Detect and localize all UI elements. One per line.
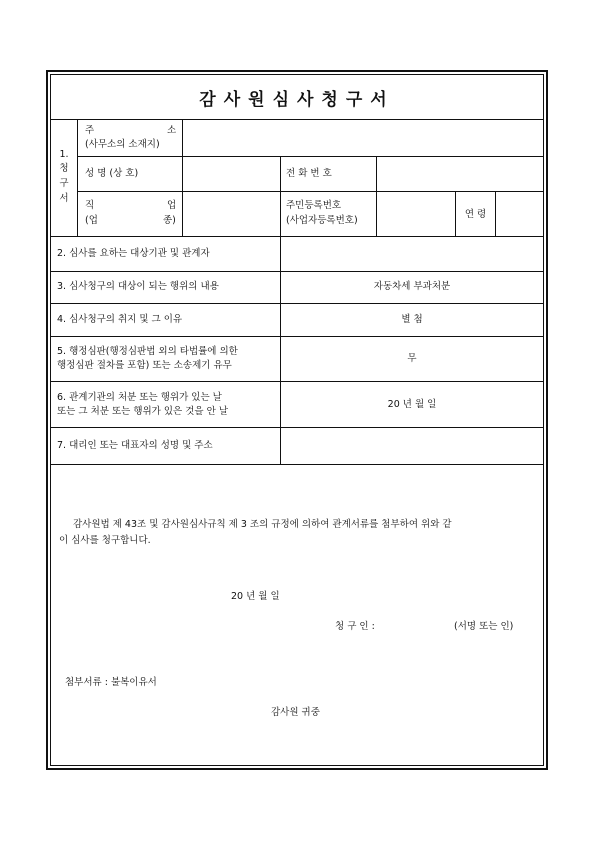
form-title: 감사원심사청구서 [51,75,543,120]
registration-number-field[interactable] [377,192,455,236]
section1-char: 서 [59,193,69,204]
row-label-target-agency: 2. 심사를 요하는 대상기관 및 관계자 [57,248,210,259]
row-divider [51,427,543,428]
row-divider [51,271,543,272]
col-divider [280,156,281,236]
row-divider [51,336,543,337]
row-divider [51,303,543,304]
row-label-prior-appeal-line2: 행정심판 절차를 포함) 또는 소송제기 유무 [57,360,232,371]
business-type-label-end: 종) [163,215,176,226]
form-frame [46,70,548,770]
row-label-action-date-line1: 6. 관계기관의 처분 또는 행위가 있는 날 [57,392,222,403]
declaration-date: 20 년 월 일 [231,591,280,602]
claimant-signature-field[interactable] [391,619,451,635]
signature-hint: (서명 또는 인) [454,621,514,632]
row-label-purpose-reason: 4. 심사청구의 취지 및 그 이유 [57,314,183,325]
address-sublabel: (사무소의 소재지) [85,139,160,150]
section1-char: 청 [59,163,69,174]
name-label: 성 명 (상 호) [85,168,139,179]
business-number-label: (사업자등록번호) [286,215,358,226]
address-field[interactable] [183,119,543,156]
row-divider [77,191,543,192]
attachment-note: 첨부서류 : 불복이유서 [65,677,157,688]
row-value-prior-appeal[interactable]: 무 [407,353,417,364]
job-label-end: 업 [167,200,177,211]
claimant-label: 청 구 인 : [335,621,375,632]
row-value-purpose-reason[interactable]: 별 첨 [401,314,423,325]
row-divider [51,464,543,465]
row-label-prior-appeal-line1: 5. 행정심판(행정심판법 외의 타법률에 의한 [57,346,238,357]
form-inner-frame [50,74,544,766]
phone-label: 전 화 번 호 [286,168,332,179]
name-field[interactable] [183,157,280,191]
section1-num: 1. [59,149,69,160]
job-label: 직 [85,200,95,211]
job-field[interactable] [183,192,280,236]
resident-number-label: 주민등록번호 [286,200,342,211]
col-divider [77,119,78,236]
row-label-action-content: 3. 심사청구의 대상이 되는 행위의 내용 [57,281,219,292]
row-divider [51,236,543,237]
address-label-end: 소 [167,125,177,136]
row-value-action-content[interactable]: 자동차세 부과처분 [373,281,451,292]
row-divider [51,381,543,382]
row-value-action-date[interactable]: 20 년 월 일 [387,399,437,410]
declaration-text-line1: 감사원법 제 43조 및 감사원심사규칙 제 3 조의 규정에 의하여 관계서류를 첨부하여 위와 같 [73,519,452,530]
addressee: 감사원 귀중 [271,707,320,718]
address-label: 주 [85,125,95,136]
age-field[interactable] [496,192,543,236]
age-label: 연 령 [464,209,487,220]
row-label-action-date-line2: 또는 그 처분 또는 행위가 있은 것을 안 날 [57,406,228,417]
section1-char: 구 [59,178,69,189]
declaration-text-line2: 이 심사를 청구합니다. [59,535,151,546]
business-type-label: (업 [85,215,98,226]
phone-field[interactable] [377,157,543,191]
row-label-representative: 7. 대리인 또는 대표자의 성명 및 주소 [57,440,213,451]
